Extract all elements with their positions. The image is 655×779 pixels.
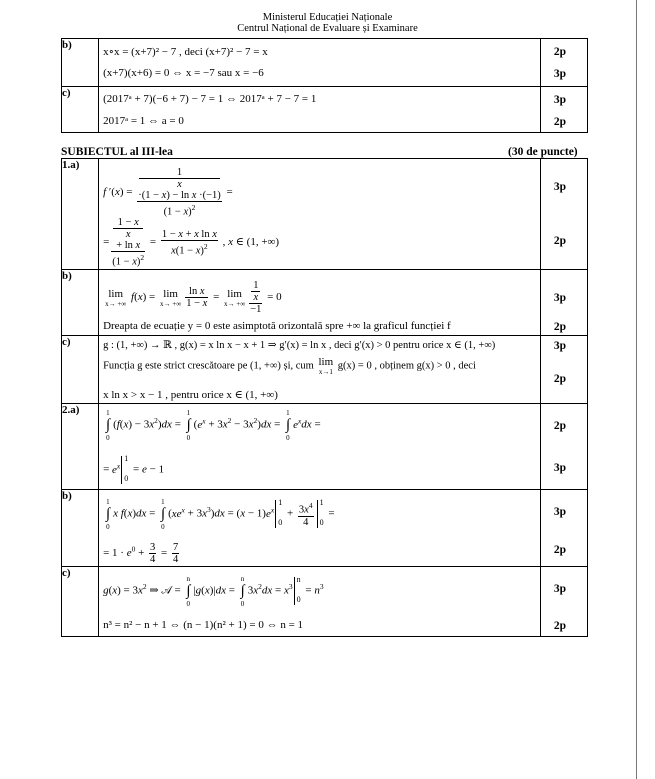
points-badge: 2p — [553, 235, 567, 247]
points-badge: 2p — [553, 321, 567, 333]
text-1c-line2a: Funcția g este strict crescătoare pe (1, +∞) și, cum — [103, 360, 314, 372]
solution-2b — [99, 490, 541, 567]
points-badge: 2p — [553, 116, 567, 128]
part2-b-line2: (x+7)(x+6) = 0 ⇔ x = −7 sau x = −6 — [103, 67, 264, 79]
points-badge: 2p — [553, 544, 567, 556]
part2-table — [61, 38, 588, 133]
item-label-1c: c) — [62, 336, 99, 404]
points-badge: 2p — [553, 420, 567, 432]
formula-2a-integral: ∫ 1 0 $(f(x) - 3x^2)dx$ = ∫ 1 0 $(e^x + 3x^2 - 3x^2)dx$ = ∫ 1 0 $e^xdx$ = — [106, 408, 321, 442]
text-1c-line1: g : (1, +∞) → ℝ , g(x) = x ln x − x + 1 ⇒ g′(x) = ln x , deci g′(x) > 0 pentru orice x ∈ (1, +∞) — [103, 340, 496, 351]
subject3-table — [61, 158, 588, 637]
item-label-2a: 2.a) — [62, 404, 99, 490]
formula-2b-integral: ∫ 1 0 x f(x)dx = ∫ 1 0 $(xe^x + 3x^3)dx = (x - 1)e^x$ 1 0 + $\frac{3x^4}{4}$ 1 0 = — [106, 497, 335, 531]
item-label-b: b) — [62, 39, 99, 87]
item-label-c: c) — [62, 87, 99, 133]
header-center: Centrul Național de Evaluare și Examinare — [237, 23, 418, 34]
item-label-1a: 1.a) — [62, 159, 99, 270]
points-badge: 3p — [553, 583, 567, 595]
points-badge: 2p — [553, 46, 567, 58]
section-points: (30 de puncte) — [508, 146, 578, 158]
solution-1b — [99, 270, 541, 336]
item-label-2b: b) — [62, 490, 99, 567]
text-1c-line2 — [103, 356, 476, 376]
part2-c-line2: 2017ᵃ = 1 ⇔ a = 0 — [103, 115, 184, 127]
formula-1a-result: = 1 − x x + ln x $(1 - x)^2$ = $\frac{\text{1 − x + x ln x}}{x(1 - x)^2}$ , x ∈ (1, +∞) — [103, 217, 280, 268]
limit-symbol: lim — [318, 356, 334, 368]
formula-2c-area: $g(x) = 3x^2$ ⇒ 𝒜 = ∫ n 0 |g(x)|dx = ∫ n 0 $3x^2dx = x^3$ n 0 = $n^3$ — [103, 574, 324, 608]
points-badge: 3p — [553, 181, 567, 193]
section-title: SUBIECTUL al III-lea — [61, 146, 173, 158]
text-1b-asymptote: Dreapta de ecuație y = 0 este asimptotă orizontală spre +∞ la graficul funcției f — [103, 320, 451, 332]
solution-2a — [99, 404, 541, 490]
formula-2a-result: = $e^x$ 1 0 = e − 1 — [103, 454, 165, 483]
formula-1a-derivative: f ′(x) = 1 x ·(1 − x) − ln x ·(−1) $(1 - x)^2$ = — [103, 167, 233, 218]
header-ministry: Ministerul Educației Naționale — [262, 12, 393, 23]
points-badge: 3p — [553, 462, 567, 474]
solution-1c — [99, 336, 541, 404]
points-badge: 2p — [553, 620, 567, 632]
formula-2b-result: = $1 \cdot e^0$ + $\frac{3}{4}$ = $\frac{7}{4}$ — [103, 542, 179, 565]
formula-2c-result: n³ = n² − n + 1 ⇔ (n − 1)(n² + 1) = 0 ⇔ n = 1 — [103, 619, 304, 631]
solution-2c — [99, 567, 541, 637]
part2-b-line1: x∘x = (x+7)² − 7 , deci (x+7)² − 7 = x — [103, 46, 268, 58]
item-label-1b: b) — [62, 270, 99, 336]
points-badge: 3p — [553, 292, 567, 304]
formula-1b-limit: lim x→ +∞ f(x) = lim x→ +∞ $\frac{\text{ln x}}{1 - x}$ = lim x→ +∞ 1 x −1 = 0 — [105, 280, 282, 315]
points-badge: 3p — [553, 506, 567, 518]
points-badge: 3p — [553, 68, 567, 80]
part2-c-line1: (2017ᵃ + 7)(−6 + 7) − 7 = 1 ⇔ 2017ᵃ + 7 − 7 = 1 — [103, 93, 317, 105]
item-label-2c: c) — [62, 567, 99, 637]
points-badge: 3p — [553, 94, 567, 106]
text-1c-line3: x ln x > x − 1 , pentru orice x ∈ (1, +∞) — [103, 389, 278, 401]
text-1c-line2b: g(x) = 0 , obținem g(x) > 0 , deci — [337, 360, 476, 372]
points-badge: 2p — [553, 373, 567, 385]
scan-edge-line — [636, 0, 637, 779]
points-badge: 3p — [553, 340, 567, 352]
solution-1a — [99, 159, 541, 270]
limit-subscript: x→1 — [318, 368, 333, 376]
